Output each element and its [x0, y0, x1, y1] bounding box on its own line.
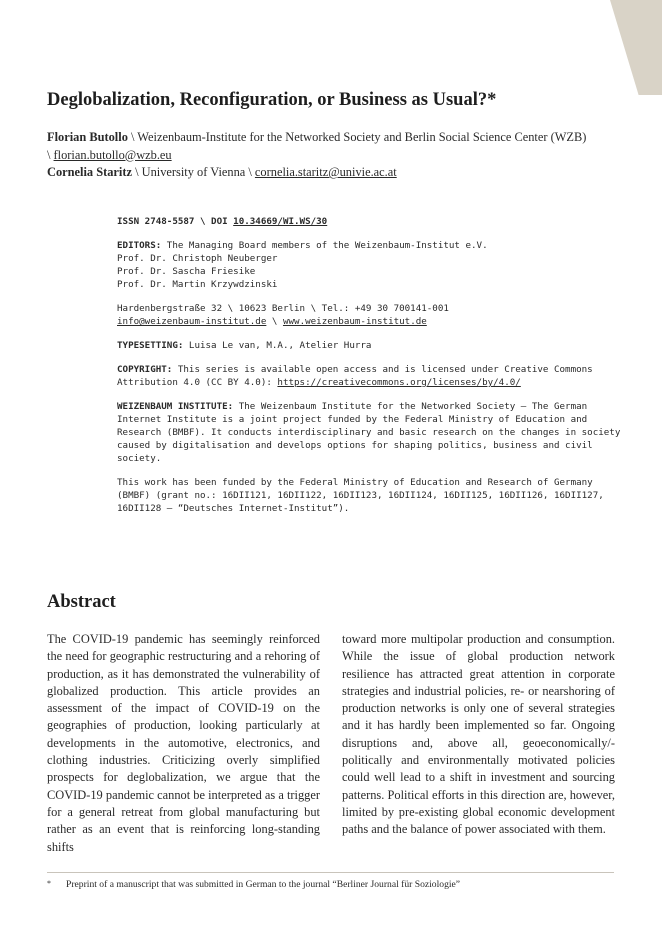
editor-3: Prof. Dr. Martin Krzywdzinski — [117, 279, 278, 290]
paper-title: Deglobalization, Reconfiguration, or Business as Usual?* — [47, 90, 497, 110]
author-2-affiliation: \ University of Vienna \ — [132, 165, 255, 179]
funding-block — [117, 476, 622, 515]
author-1-name: Florian Butollo — [47, 130, 128, 144]
abstract-column-left: The COVID-19 pandemic has seemingly reinforced the need for geographic restructuring and a rehoring of production, as it has demonstrated the vulnerability of globalized production. This article provides an assessment of the impact of COVID-19 on the geographies of production, looking particularly at developments in the automotive, electronics, and clothing industries. Criticizing overly simplified prospects for deglobalization, we argue that the COVID-19 pandemic cannot be interpreted as a trigger for a general retreat from global manufacturing but rather as an event that is reinforcing long-standing shifts — [47, 632, 320, 854]
author-1-email-link[interactable]: florian.butollo@wzb.eu — [53, 147, 172, 162]
abstract-column-right: toward more multipolar production and consumption. While the issue of global production network resilience has attracted great attention in corporate strategies and industrial policies, re- or nearshoring of production networks is only one of several strategies and it has hardly been implemented so far. Ongoing disruptions and, above all, geoeconomically/-politically and environmentally motivated policies could well lead to a shift in investment and sourcing patterns. Political efforts in this direction are, however, limited by pre-existing global economic development paths and the balance of power associated with them. — [342, 632, 615, 837]
typesetting-text: Luisa Le van, M.A., Atelier Hurra — [183, 340, 372, 351]
address-line: Hardenbergstraße 32 \ 10623 Berlin \ Tel.: +49 30 700141-001 — [117, 303, 449, 314]
contact-block — [117, 302, 622, 328]
author-1-email-sep: \ — [47, 147, 54, 162]
corner-tab-decoration — [610, 0, 662, 95]
footnote-mark: * — [47, 879, 51, 888]
editors-label: EDITORS: — [117, 240, 162, 251]
institute-website-link[interactable]: www.weizenbaum-institut.de — [282, 316, 427, 327]
institute-text: The Weizenbaum Institute for the Networked Society – The German Internet Institute is a joint project funded by the Federal Ministry of Education and Research (BMBF). It conducts interdisciplinary and basic research on the changes in society caused by digitalisation and develops options for shaping politics, business and civil society. — [117, 401, 621, 464]
license-link[interactable]: https://creativecommons.org/licenses/by/4.0/ — [277, 377, 521, 388]
author-2-email-link[interactable]: cornelia.staritz@univie.ac.at — [254, 165, 397, 179]
funding-text: This work has been funded by the Federal Ministry of Education and Research of Germany (BMBF) (grant no.: 16DII121, 16DII122, 16DII123, 16DII124, 16DII125, 16DII126, 16DII127, 16DII128 – “Deutsches Internet-Institut”). — [117, 477, 604, 514]
doi-link[interactable]: 10.34669/WI.WS/30 — [233, 216, 328, 227]
typesetting-label: TYPESETTING: — [117, 340, 184, 351]
issn-label: ISSN 2748-5587 \ DOI — [117, 216, 234, 227]
author-2 — [47, 164, 622, 182]
issn-doi-line — [117, 215, 622, 228]
editors-block — [117, 239, 622, 291]
author-block — [47, 129, 622, 182]
editor-1: Prof. Dr. Christoph Neuberger — [117, 253, 278, 264]
typesetting-block — [117, 339, 622, 352]
abstract-heading: Abstract — [47, 592, 116, 612]
editors-text: The Managing Board members of the Weizenbaum-Institut e.V. — [161, 240, 488, 251]
institute-label: WEIZENBAUM INSTITUTE: — [117, 401, 234, 412]
footnote — [47, 879, 617, 890]
institute-email-link[interactable]: info@weizenbaum-institut.de — [117, 316, 267, 327]
author-1-email-line — [47, 147, 622, 165]
copyright-label: COPYRIGHT: — [117, 364, 173, 375]
author-2-name: Cornelia Staritz — [47, 165, 132, 179]
copyright-block — [117, 363, 622, 389]
contact-links — [117, 315, 622, 328]
footnote-text: Preprint of a manuscript that was submitted in German to the journal “Berliner Journal für Soziologie” — [66, 879, 461, 890]
publication-metadata — [117, 215, 622, 526]
institute-block — [117, 400, 622, 465]
copyright-text: This series is available open access and is licensed under Creative Commons Attribution 4.0 (CC BY 4.0): — [117, 364, 593, 388]
author-1-affiliation: \ Weizenbaum-Institute for the Networked Society and Berlin Social Science Center (WZB) — [127, 130, 587, 144]
editor-2: Prof. Dr. Sascha Friesike — [117, 266, 256, 277]
contact-separator: \ — [266, 316, 283, 327]
footnote-divider — [47, 872, 614, 873]
author-1 — [47, 129, 622, 147]
